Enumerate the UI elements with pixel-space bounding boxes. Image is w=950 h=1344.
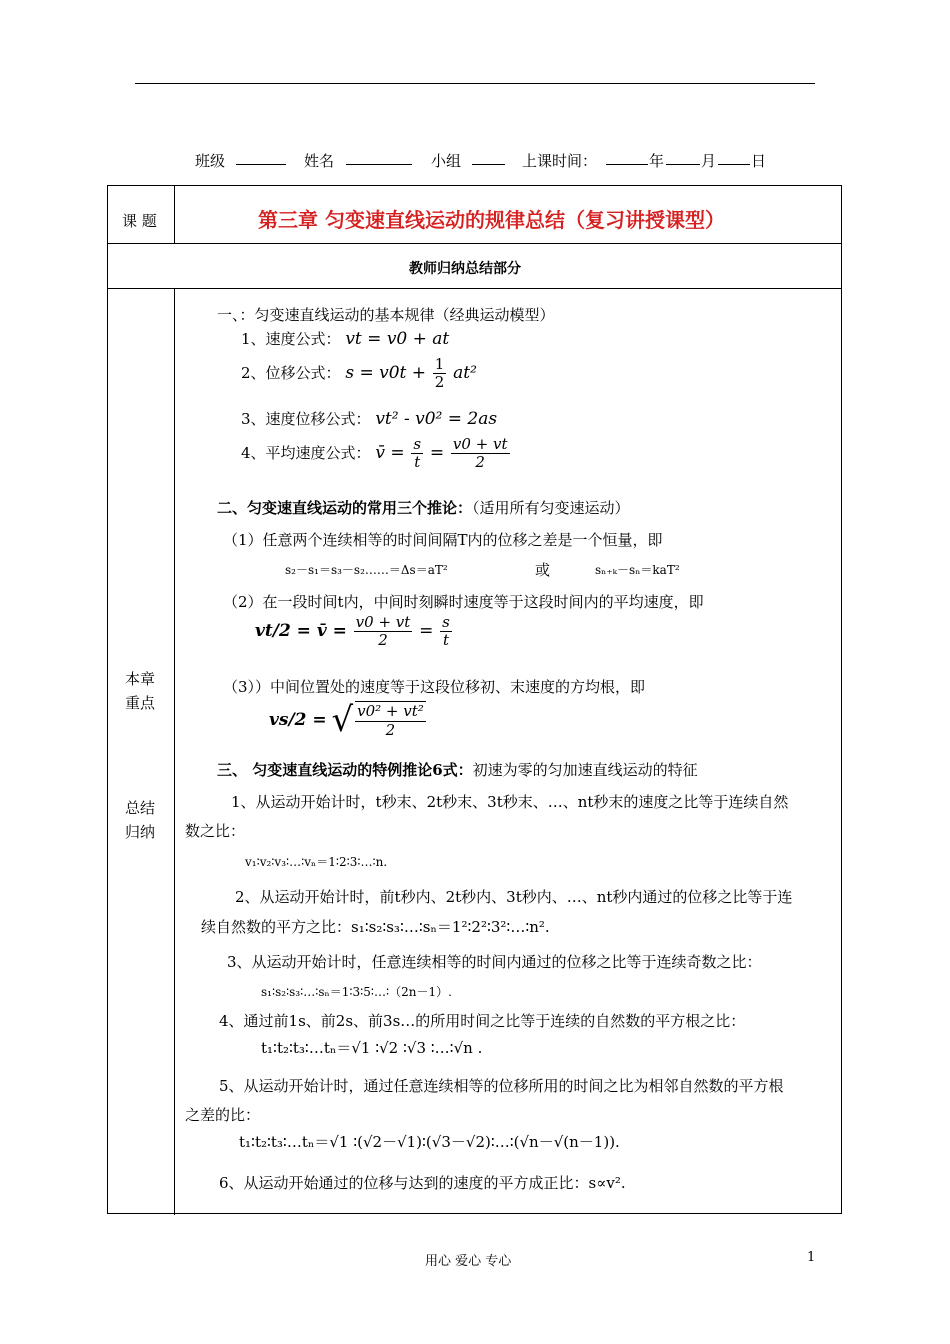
formula-displacement: 2、位移公式： s = v0t + $\frac{1}{2}$ at²: [241, 355, 477, 392]
section-1-title: 一、：匀变速直线运动的基本规律（经典运动模型）: [217, 306, 555, 324]
corollary-1-or: 或: [535, 561, 551, 579]
lesson-title: 第三章 匀变速直线运动的规律总结（复习讲授课型）: [258, 208, 725, 232]
special-case-4-formula: t₁∶t₂∶t₃∶…tₙ＝√1 ∶√2 ∶√3 ∶…∶√n .: [261, 1039, 483, 1057]
corollary-2-formula: vt/2 = v̄ = $\frac{v0 + vt}{2}$ = $\frac{s}{t}$: [255, 613, 450, 650]
special-case-1: 1、从运动开始计时，t秒末、2t秒末、3t秒末、…、nt秒末的速度之比等于连续自然: [231, 793, 789, 811]
name-blank: [346, 150, 412, 169]
lesson-table: [107, 185, 842, 1214]
side-label-key: 重点: [125, 694, 156, 712]
header-rule: [135, 83, 815, 84]
corollary-1-formula-alt: sₙ₊ₖ－sₙ＝kaT²: [595, 563, 680, 577]
col-divider: [174, 186, 175, 243]
page-number: 1: [807, 1250, 816, 1265]
class-blank: [236, 150, 286, 169]
year-blank: [606, 150, 648, 169]
corollary-3: （3））中间位置处的速度等于这段位移初、末速度的方均根，即: [223, 678, 646, 696]
group-label: 小组: [431, 152, 462, 170]
formula-average-velocity: 4、平均速度公式： v̄ = $\frac{s}{t}$ = $\frac{v0 + vt}{2}$: [241, 435, 508, 472]
formula-velocity-displacement: 3、速度位移公式： vt² - v0² = 2as: [241, 409, 498, 429]
month-blank: [666, 150, 700, 169]
side-label-summary: 总结: [125, 799, 156, 817]
footer-slogan: 用心 爱心 专心: [425, 1254, 512, 1269]
class-label: 班级: [195, 152, 226, 170]
special-case-3: 3、从运动开始计时，任意连续相等的时间内通过的位移之比等于连续奇数之比：: [227, 953, 762, 971]
special-case-4: 4、通过前1s、前2s、前3s…的所用时间之比等于连续的自然数的平方根之比：: [219, 1012, 746, 1030]
day-label: 日: [751, 152, 767, 170]
name-label: 姓名: [304, 152, 335, 170]
side-label-summary: 归纳: [125, 823, 156, 841]
section-3-title: 三、 匀变速直线运动的特例推论6式：初速为零的匀加速直线运动的特征: [217, 761, 698, 779]
formula-velocity: 1、速度公式： vt = v0 + at: [241, 329, 450, 349]
special-case-5-cont: 之差的比：: [185, 1106, 261, 1124]
special-case-3-formula: s₁∶s₂∶s₃∶…∶sₙ＝1∶3∶5∶…∶（2n－1）.: [261, 985, 452, 999]
special-case-2: 2、从运动开始计时，前t秒内、2t秒内、3t秒内、…、nt秒内通过的位移之比等于连: [235, 888, 793, 906]
corollary-1: （1）任意两个连续相等的时间间隔T内的位移之差是一个恒量，即: [223, 531, 663, 549]
corollary-2: （2）在一段时间t内，中间时刻瞬时速度等于这段时间内的平均速度，即: [223, 593, 704, 611]
corollary-1-formula: s₂－s₁＝s₃－s₂……＝Δs＝aT²: [285, 563, 448, 577]
month-label: 月: [701, 152, 717, 170]
group-blank: [472, 150, 505, 169]
row-divider: [108, 243, 841, 244]
year-label: 年: [649, 152, 665, 170]
corollary-3-formula: vs/2 = √ $\frac{\text{v0² + vt²}}{2}$: [269, 700, 424, 740]
special-case-2-cont: 续自然数的平方之比：s₁∶s₂∶s₃∶…∶sₙ＝1²∶2²∶3²∶…∶n².: [201, 918, 550, 936]
day-blank: [718, 150, 750, 169]
row-divider: [108, 288, 841, 289]
side-label-key: 本章: [125, 670, 156, 688]
time-label: 上课时间：: [522, 152, 598, 170]
section-header: 教师归纳总结部分: [409, 261, 521, 277]
col-divider: [174, 288, 175, 1215]
special-case-6: 6、从运动开始通过的位移与达到的速度的平方成正比：s∝v².: [219, 1174, 626, 1192]
special-case-5: 5、从运动开始计时，通过任意连续相等的位移所用的时间之比为相邻自然数的平方根: [219, 1077, 784, 1095]
special-case-1-cont: 数之比：: [185, 822, 246, 840]
topic-label: 课 题: [122, 212, 157, 230]
section-2-title: 二、匀变速直线运动的常用三个推论：（适用所有匀变速运动）: [217, 499, 630, 517]
special-case-5-formula: t₁∶t₂∶t₃∶…tₙ＝√1 ∶(√2－√1)∶(√3－√2)∶…∶(√n－√(n－1)).: [239, 1133, 620, 1151]
special-case-1-formula: v₁∶v₂∶v₃∶…∶vₙ＝1∶2∶3∶…∶n.: [245, 855, 388, 869]
